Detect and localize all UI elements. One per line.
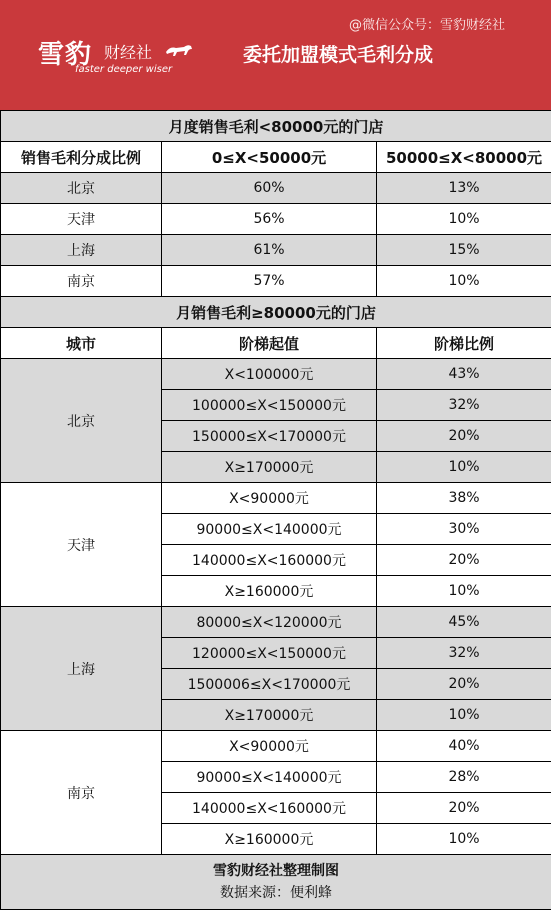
city-cell: 天津: [1, 483, 162, 607]
logo-tagline: faster deeper wiser: [75, 64, 172, 75]
ratio-cell: 38%: [377, 483, 551, 514]
range-cell: 150000≤X<170000元: [162, 421, 377, 452]
table-row: [1, 235, 551, 266]
range-cell: 120000≤X<150000元: [162, 638, 377, 669]
column-header: 城市: [1, 328, 162, 359]
profit-share-table: [0, 110, 551, 910]
ratio-cell: 15%: [377, 235, 551, 266]
ratio-cell: 10%: [377, 824, 551, 855]
table-row: [1, 204, 551, 235]
header-row: [1, 328, 551, 359]
column-header: 销售毛利分成比例: [1, 142, 162, 173]
city-cell: 天津: [1, 204, 162, 235]
logo-sub-text: 财经社: [104, 40, 152, 63]
header-banner: [0, 0, 551, 110]
range-cell: X≥170000元: [162, 700, 377, 731]
range-cell: 100000≤X<150000元: [162, 390, 377, 421]
ratio-cell: 40%: [377, 731, 551, 762]
ratio-cell: 43%: [377, 359, 551, 390]
ratio-cell: 10%: [377, 700, 551, 731]
ratio-cell: 32%: [377, 638, 551, 669]
city-cell: 上海: [1, 235, 162, 266]
table-row: [1, 266, 551, 297]
ratio-cell: 61%: [162, 235, 377, 266]
range-cell: X≥160000元: [162, 576, 377, 607]
section-title-row: [1, 111, 551, 142]
ratio-cell: 20%: [377, 545, 551, 576]
footer-credit: 雪豹财经社整理制图: [1, 860, 551, 882]
ratio-cell: 13%: [377, 173, 551, 204]
footer-cell: [1, 855, 551, 910]
column-header: 0≤X<50000元: [162, 142, 377, 173]
column-header: 阶梯比例: [377, 328, 551, 359]
city-cell: 北京: [1, 173, 162, 204]
brand-logo: [38, 34, 198, 78]
range-cell: X≥170000元: [162, 452, 377, 483]
page-title: 委托加盟模式毛利分成: [243, 40, 433, 67]
ratio-cell: 20%: [377, 421, 551, 452]
footer-source: 数据来源：便利蜂: [1, 882, 551, 904]
range-cell: X<100000元: [162, 359, 377, 390]
section-title: 月度销售毛利<80000元的门店: [1, 111, 551, 142]
ratio-cell: 32%: [377, 390, 551, 421]
footer-row: [1, 855, 551, 910]
range-cell: 140000≤X<160000元: [162, 545, 377, 576]
logo-main-text: 雪豹: [38, 34, 92, 71]
ratio-cell: 10%: [377, 266, 551, 297]
range-cell: 90000≤X<140000元: [162, 762, 377, 793]
ratio-cell: 10%: [377, 576, 551, 607]
ratio-cell: 56%: [162, 204, 377, 235]
range-cell: 140000≤X<160000元: [162, 793, 377, 824]
table-row: [1, 731, 551, 762]
header-row: [1, 142, 551, 173]
ratio-cell: 10%: [377, 452, 551, 483]
ratio-cell: 60%: [162, 173, 377, 204]
table-row: [1, 359, 551, 390]
column-header: 50000≤X<80000元: [377, 142, 551, 173]
table-row: [1, 173, 551, 204]
section-title-row: [1, 297, 551, 328]
city-cell: 北京: [1, 359, 162, 483]
city-cell: 上海: [1, 607, 162, 731]
column-header: 阶梯起值: [162, 328, 377, 359]
watermark-text: @微信公众号：雪豹财经社: [349, 14, 505, 33]
ratio-cell: 20%: [377, 669, 551, 700]
ratio-cell: 28%: [377, 762, 551, 793]
leopard-icon: [164, 40, 194, 60]
range-cell: X<90000元: [162, 483, 377, 514]
ratio-cell: 30%: [377, 514, 551, 545]
range-cell: 80000≤X<120000元: [162, 607, 377, 638]
ratio-cell: 45%: [377, 607, 551, 638]
table-row: [1, 607, 551, 638]
section-title: 月销售毛利≥80000元的门店: [1, 297, 551, 328]
ratio-cell: 20%: [377, 793, 551, 824]
range-cell: X<90000元: [162, 731, 377, 762]
ratio-cell: 10%: [377, 204, 551, 235]
range-cell: 1500006≤X<170000元: [162, 669, 377, 700]
range-cell: 90000≤X<140000元: [162, 514, 377, 545]
ratio-cell: 57%: [162, 266, 377, 297]
range-cell: X≥160000元: [162, 824, 377, 855]
table-row: [1, 483, 551, 514]
city-cell: 南京: [1, 266, 162, 297]
city-cell: 南京: [1, 731, 162, 855]
